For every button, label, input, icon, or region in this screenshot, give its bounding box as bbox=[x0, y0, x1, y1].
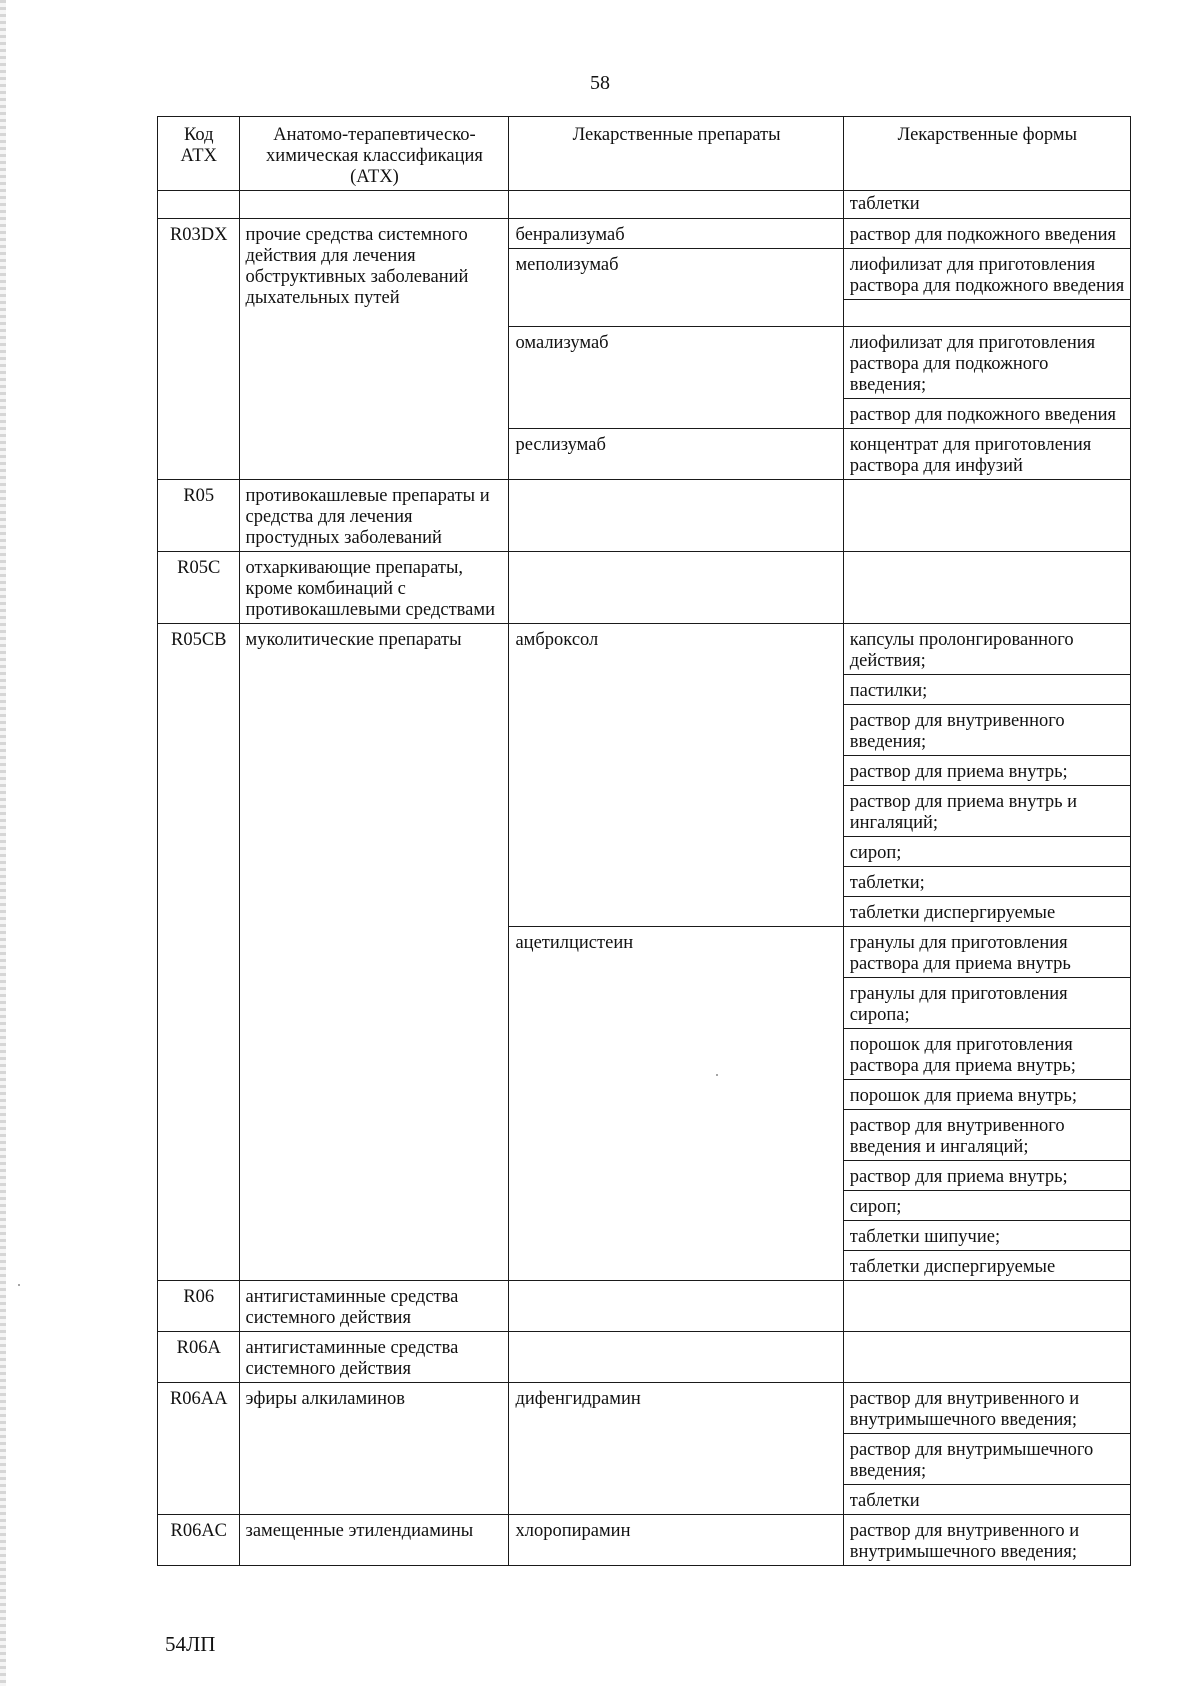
form-cell: таблетки диспергируемые bbox=[843, 1251, 1130, 1281]
atx-code: R06 bbox=[158, 1281, 240, 1332]
table-row bbox=[158, 480, 1131, 552]
form-cell: раствор для внутривенного введения и ингаляций; bbox=[843, 1110, 1130, 1161]
drug-name: амброксол bbox=[509, 624, 843, 927]
header-forms: Лекарственные формы bbox=[843, 117, 1130, 191]
atx-name: прочие средства системного действия для лечения обструктивных заболеваний дыхательных путей bbox=[239, 219, 509, 480]
table-row bbox=[158, 191, 1131, 219]
form-cell: концентрат для приготовления раствора для инфузий bbox=[843, 429, 1130, 480]
drug-name: хлоропирамин bbox=[509, 1515, 843, 1566]
form-cell: пастилки; bbox=[843, 675, 1130, 705]
drug-name: омализумаб bbox=[509, 327, 843, 429]
form-cell: раствор для внутривенного и внутримышечного введения; bbox=[843, 1383, 1130, 1434]
form-cell: лиофилизат для приготовления раствора для подкожного введения bbox=[843, 249, 1130, 300]
table-header-row bbox=[158, 117, 1131, 191]
table-row bbox=[158, 1515, 1131, 1566]
form-cell: раствор для подкожного введения bbox=[843, 399, 1130, 429]
drug-name: дифенгидрамин bbox=[509, 1383, 843, 1515]
form-cell: таблетки bbox=[843, 1485, 1130, 1515]
table-row bbox=[158, 1332, 1131, 1383]
form-cell: порошок для приема внутрь; bbox=[843, 1080, 1130, 1110]
atx-name: противокашлевые препараты и средства для лечения простудных заболеваний bbox=[239, 480, 509, 552]
atx-code: R03DX bbox=[158, 219, 240, 480]
atx-code: R06AC bbox=[158, 1515, 240, 1566]
atx-name: антигистаминные средства системного действия bbox=[239, 1332, 509, 1383]
table-row bbox=[158, 1383, 1131, 1434]
form-cell: порошок для приготовления раствора для приема внутрь; bbox=[843, 1029, 1130, 1080]
form-cell: раствор для приема внутрь и ингаляций; bbox=[843, 786, 1130, 837]
atx-code: R05CB bbox=[158, 624, 240, 1281]
form-cell: гранулы для приготовления раствора для приема внутрь bbox=[843, 927, 1130, 978]
form-cell: раствор для приема внутрь; bbox=[843, 756, 1130, 786]
drug-name: ацетилцистеин bbox=[509, 927, 843, 1281]
atx-code: R05 bbox=[158, 480, 240, 552]
form-cell: капсулы пролонгированного действия; bbox=[843, 624, 1130, 675]
table-row bbox=[158, 1281, 1131, 1332]
form-cell: раствор для внутримышечного введения; bbox=[843, 1434, 1130, 1485]
form-cell: сироп; bbox=[843, 837, 1130, 867]
form-cell: таблетки шипучие; bbox=[843, 1221, 1130, 1251]
form-cell: раствор для приема внутрь; bbox=[843, 1161, 1130, 1191]
atx-code: R06A bbox=[158, 1332, 240, 1383]
scan-speck bbox=[18, 1284, 20, 1286]
form-cell: лиофилизат для приготовления раствора для подкожного введения; bbox=[843, 327, 1130, 399]
form-cell: сироп; bbox=[843, 1191, 1130, 1221]
drug-name: меполизумаб bbox=[509, 249, 843, 327]
table-row bbox=[158, 552, 1131, 624]
atx-table bbox=[157, 116, 1131, 1566]
form-cell: раствор для внутривенного и внутримышечного введения; bbox=[843, 1515, 1130, 1566]
header-code: Код АТХ bbox=[158, 117, 240, 191]
footer-doc-code: 54ЛП bbox=[165, 1632, 216, 1656]
form-cell: гранулы для приготовления сиропа; bbox=[843, 978, 1130, 1029]
page-number: 58 bbox=[590, 72, 610, 94]
form-cell: таблетки диспергируемые bbox=[843, 897, 1130, 927]
drug-name: бенрализумаб bbox=[509, 219, 843, 249]
atx-code: R05C bbox=[158, 552, 240, 624]
table-row bbox=[158, 219, 1131, 249]
scan-edge bbox=[0, 0, 6, 1686]
form-cell: раствор для подкожного введения bbox=[843, 219, 1130, 249]
atx-name: антигистаминные средства системного действия bbox=[239, 1281, 509, 1332]
table-row bbox=[158, 624, 1131, 675]
header-drugs: Лекарственные препараты bbox=[509, 117, 843, 191]
atx-name: отхаркивающие препараты, кроме комбинаций с противокашлевыми средствами bbox=[239, 552, 509, 624]
form-cell: раствор для внутривенного введения; bbox=[843, 705, 1130, 756]
drug-name: реслизумаб bbox=[509, 429, 843, 480]
atx-name: замещенные этилендиамины bbox=[239, 1515, 509, 1566]
atx-name: муколитические препараты bbox=[239, 624, 509, 1281]
form-cell: таблетки bbox=[843, 191, 1130, 219]
atx-code: R06AA bbox=[158, 1383, 240, 1515]
header-classification: Анатомо-терапевтическо-химическая классификация (АТХ) bbox=[239, 117, 509, 191]
atx-name: эфиры алкиламинов bbox=[239, 1383, 509, 1515]
form-cell: таблетки; bbox=[843, 867, 1130, 897]
